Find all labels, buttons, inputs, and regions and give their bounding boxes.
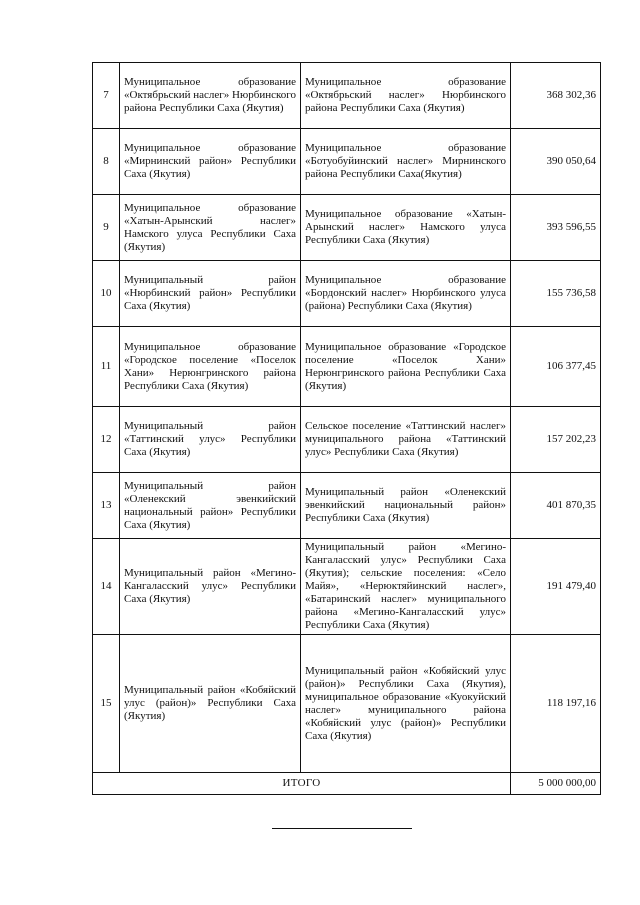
amount-cell: 155 736,58: [511, 261, 601, 327]
amount-cell: 401 870,35: [511, 473, 601, 539]
amount-cell: 368 302,36: [511, 63, 601, 129]
signature-divider: [272, 828, 412, 829]
recipient-cell: Муниципальный район «Нюрбинский район» Республики Саха (Якутия): [120, 261, 301, 327]
beneficiary-cell: Муниципальное образование «Бордонский наслег» Нюрбинского улуса (района) Республики Саха (Якутия): [301, 261, 511, 327]
row-number: 11: [93, 327, 120, 407]
beneficiary-cell: Муниципальное образование «Городское поселение «Поселок Хани» Нерюнгринского района Республики Саха (Якутия): [301, 327, 511, 407]
row-number: 7: [93, 63, 120, 129]
recipient-cell: Муниципальный район «Кобяйский улус (район)» Республики Саха (Якутия): [120, 635, 301, 773]
row-number: 9: [93, 195, 120, 261]
beneficiary-cell: Муниципальный район «Оленекский эвенкийский национальный район» Республики Саха (Якутия): [301, 473, 511, 539]
beneficiary-cell: Муниципальный район «Кобяйский улус (район)» Республики Саха (Якутия), муниципальное образование «Куокуйский наслег» муниципального района «Кобяйский улус (район)» Республики Саха (Якутия): [301, 635, 511, 773]
table-row: [93, 327, 601, 407]
total-row: [93, 773, 601, 795]
recipient-cell: Муниципальное образование «Городское поселение «Поселок Хани» Нерюнгринского района Республики Саха (Якутия): [120, 327, 301, 407]
table-row: [93, 261, 601, 327]
amount-cell: 157 202,23: [511, 407, 601, 473]
amount-cell: 393 596,55: [511, 195, 601, 261]
row-number: 13: [93, 473, 120, 539]
table-row: [93, 407, 601, 473]
beneficiary-cell: Сельское поселение «Таттинский наслег» муниципального района «Таттинский улус» Республики Саха (Якутия): [301, 407, 511, 473]
recipient-cell: Муниципальное образование «Октябрьский наслег» Нюрбинского района Республики Саха (Якутия): [120, 63, 301, 129]
amount-cell: 106 377,45: [511, 327, 601, 407]
recipient-cell: Муниципальный район «Таттинский улус» Республики Саха (Якутия): [120, 407, 301, 473]
total-label: ИТОГО: [93, 773, 511, 795]
row-number: 10: [93, 261, 120, 327]
row-number: 12: [93, 407, 120, 473]
beneficiary-cell: Муниципальное образование «Ботуобуйинский наслег» Мирнинского района Республики Саха(Якутия): [301, 129, 511, 195]
beneficiary-cell: Муниципальное образование «Хатын-Арынский наслег» Намского улуса Республики Саха (Якутия): [301, 195, 511, 261]
recipient-cell: Муниципальное образование «Мирнинский район» Республики Саха (Якутия): [120, 129, 301, 195]
row-number: 8: [93, 129, 120, 195]
table-row: [93, 129, 601, 195]
table-row: [93, 63, 601, 129]
amount-cell: 191 479,40: [511, 539, 601, 635]
table-body: [93, 63, 601, 795]
table-row: [93, 195, 601, 261]
recipient-cell: Муниципальное образование «Хатын-Арынский наслег» Намского улуса Республики Саха (Якутия): [120, 195, 301, 261]
table-row: [93, 635, 601, 773]
recipient-cell: Муниципальный район «Мегино-Кангаласский улус» Республики Саха (Якутия): [120, 539, 301, 635]
recipient-cell: Муниципальный район «Оленекский эвенкийский национальный район» Республики Саха (Якутия): [120, 473, 301, 539]
total-amount: 5 000 000,00: [511, 773, 601, 795]
row-number: 15: [93, 635, 120, 773]
amount-cell: 118 197,16: [511, 635, 601, 773]
amount-cell: 390 050,64: [511, 129, 601, 195]
row-number: 14: [93, 539, 120, 635]
table-row: [93, 539, 601, 635]
table-row: [93, 473, 601, 539]
beneficiary-cell: Муниципальное образование «Октябрьский наслег» Нюрбинского района Республики Саха (Якутия): [301, 63, 511, 129]
allocation-table: [92, 62, 601, 795]
beneficiary-cell: Муниципальный район «Мегино-Кангаласский улус» Республики Саха (Якутия); сельские поселения: «Село Майя», «Нерюктяйинский наслег», «Батаринский наслег» муниципального района «Мегино-Кангаласский улус» Республики Саха (Якутия): [301, 539, 511, 635]
